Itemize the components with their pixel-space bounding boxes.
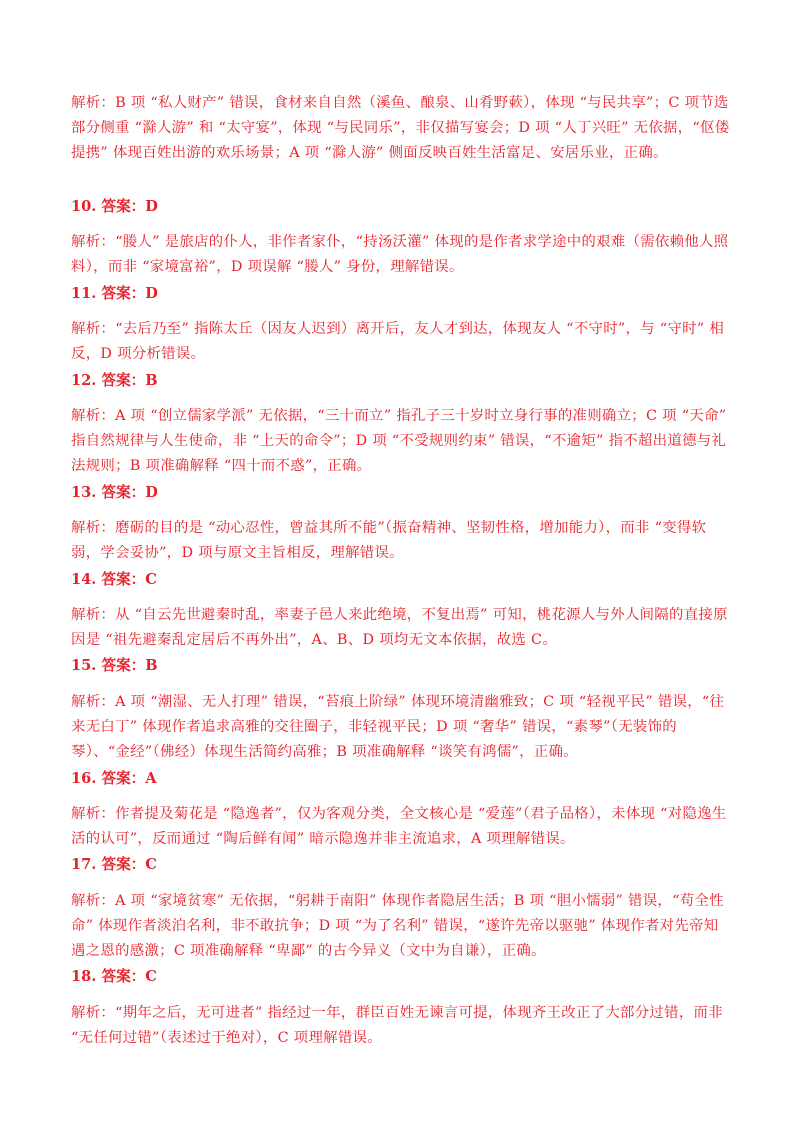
analysis-text-18: 解析：“期年之后，无可进者” 指经过一年，群臣百姓无谏言可提，体现齐王改正了大部分过错，而非 “无任何过错”（表述过于绝对），C 项理解错误。 xyxy=(71,1005,723,1046)
answer-heading-13: 13. 答案：D xyxy=(71,484,158,501)
analysis-text-14: 解析：从 “自云先世避秦时乱，率妻子邑人来此绝境，不复出焉” 可知，桃花源人与外人间隔的直接原因是 “祖先避秦乱定居后不再外出”，A、B、D 项均无文本依据，故选 C。 xyxy=(71,607,728,648)
analysis-text-16: 解析：作者提及菊花是 “隐逸者”，仅为客观分类，全文核心是 “爱莲”（君子品格），未体现 “对隐逸生活的认可”，反而通过 “陶后鲜有闻” 暗示隐逸并非主流追求，A 项理解错误。 xyxy=(71,806,727,847)
answer-heading-15: 15. 答案：B xyxy=(71,657,158,674)
answer-heading-16: 16. 答案：A xyxy=(71,770,157,787)
answer-heading-18: 18. 答案：C xyxy=(71,968,157,985)
answer-heading-12: 12. 答案：B xyxy=(71,372,158,389)
analysis-text-15: 解析：A 项 “潮湿、无人打理” 错误，“苔痕上阶绿” 体现环境清幽雅致；C 项 “轻视平民” 错误，“往来无白丁” 体现作者追求高雅的交往圈子，非轻视平民；D 项 “奢华” 错误，“素琴”（无装饰的琴）、“金经”（佛经）体现生活简约高雅；B 项准确解释 “谈笑有鸿儒”，正确。 xyxy=(71,694,725,760)
answer-heading-14: 14. 答案：C xyxy=(71,571,157,588)
analysis-text-10: 解析：“媵人” 是旅店的仆人，非作者家仆，“持汤沃灌” 体现的是作者求学途中的艰难（需依赖他人照料），而非 “家境富裕”，D 项误解 “媵人” 身份，理解错误。 xyxy=(71,234,729,275)
answer-heading-17: 17. 答案：C xyxy=(71,856,157,873)
analysis-text-9: 解析：B 项 “私人财产” 错误，食材来自自然（溪鱼、酿泉、山肴野蔌），体现 “与民共享”；C 项节选部分侧重 “滁人游” 和 “太守宴”，体现 “与民同乐”，非仅描写宴会；D 项 “人丁兴旺” 无依据，“伛偻提携” 体现百姓出游的欢乐场景；A 项 “滁人游” 侧面反映百姓生活富足、安居乐业，正确。 xyxy=(71,95,730,161)
answer-heading-10: 10. 答案：D xyxy=(71,198,158,215)
analysis-text-11: 解析：“去后乃至” 指陈太丘（因友人迟到）离开后，友人才到达，体现友人 “不守时”，与 “守时” 相反，D 项分析错误。 xyxy=(71,321,725,362)
analysis-text-17: 解析：A 项 “家境贫寒” 无依据，“躬耕于南阳” 体现作者隐居生活；B 项 “胆小懦弱” 错误，“苟全性命” 体现作者淡泊名利，非不敢抗争；D 项 “为了名利” 错误，“遂许先帝以驱驰” 体现作者对先帝知遇之恩的感激；C 项准确解释 “卑鄙” 的古今异义（文中为自谦），正确。 xyxy=(71,893,724,959)
answer-heading-11: 11. 答案：D xyxy=(71,285,158,302)
analysis-text-13: 解析：磨砺的目的是 “动心忍性，曾益其所不能”（振奋精神、坚韧性格，增加能力），而非 “变得软弱，学会妥协”，D 项与原文主旨相反，理解错误。 xyxy=(71,520,707,561)
analysis-text-12: 解析：A 项 “创立儒家学派” 无依据，“三十而立” 指孔子三十岁时立身行事的准则确立；C 项 “天命” 指自然规律与人生使命，非 “上天的命令”；D 项 “不受规则约束” 错误，“不逾矩” 指不超出道德与礼法规则；B 项准确解释 “四十而不惑”，正确。 xyxy=(71,408,727,474)
